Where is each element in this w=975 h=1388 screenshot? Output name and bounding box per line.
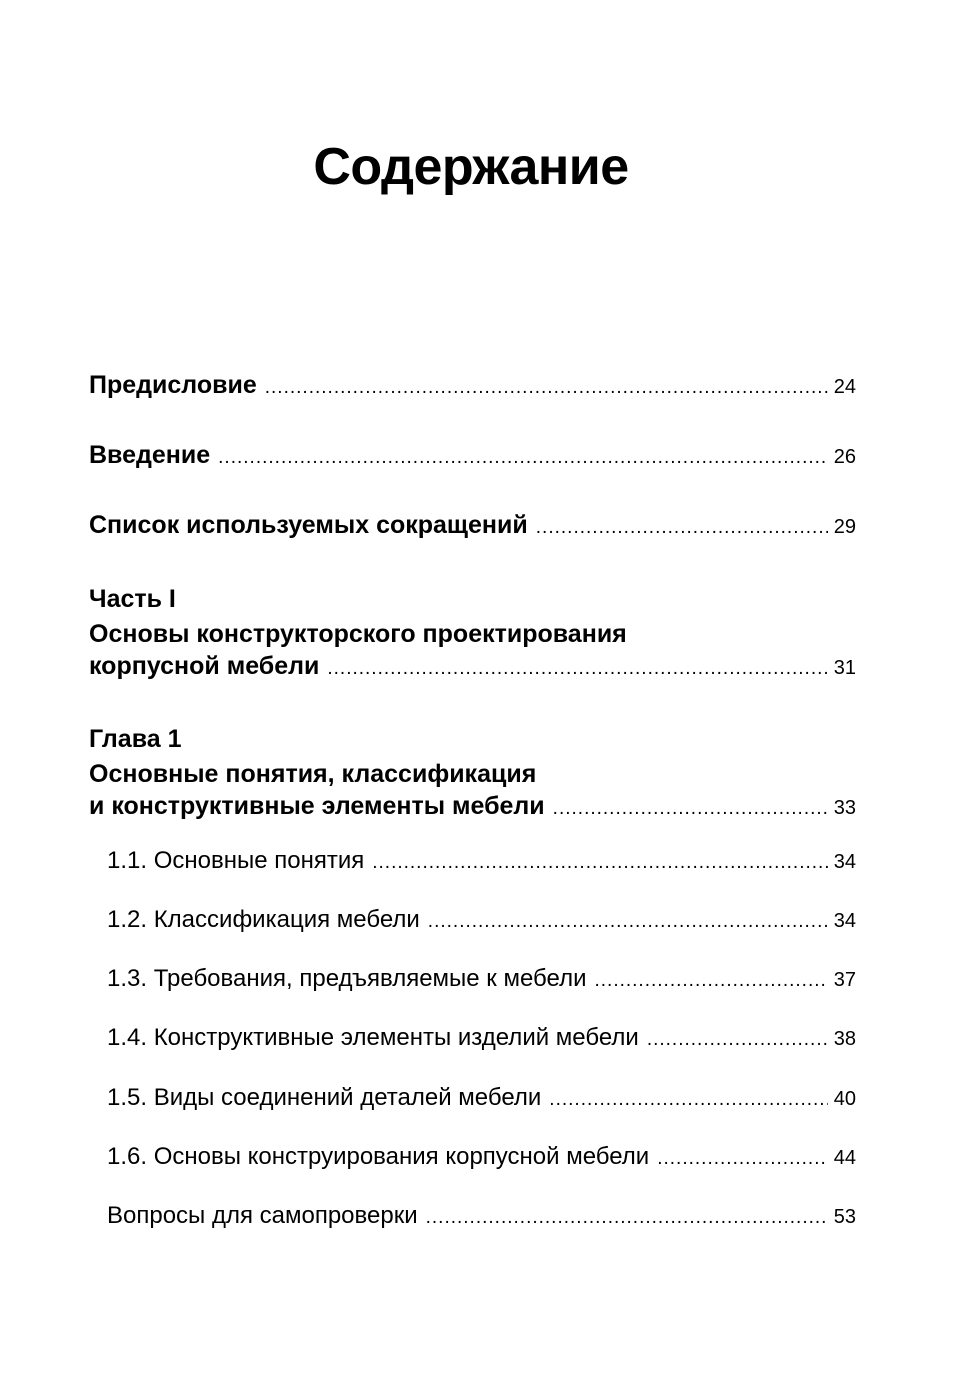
page-number: 33 bbox=[833, 797, 856, 819]
toc-row bbox=[89, 792, 856, 821]
dot-leader bbox=[657, 1142, 828, 1176]
toc-subentry-label: 1.1. Основные понятия bbox=[107, 847, 365, 874]
dot-leader bbox=[265, 377, 828, 399]
toc-row bbox=[89, 652, 856, 681]
toc-entry-label: Список используемых сокращений bbox=[89, 511, 528, 539]
toc-entry-introduction[interactable] bbox=[89, 441, 856, 470]
dot-leader bbox=[372, 846, 828, 880]
toc-subentry-label: 1.6. Основы конструирования корпусной мебели bbox=[107, 1143, 650, 1170]
chapter-title-line: Основные понятия, классификация bbox=[89, 760, 537, 788]
dot-leader bbox=[428, 905, 828, 939]
toc-subentry-label: Вопросы для самопроверки bbox=[107, 1202, 418, 1229]
toc-row bbox=[89, 511, 856, 540]
toc-subentry-label: 1.4. Конструктивные элементы изделий мебели bbox=[107, 1024, 639, 1051]
page-number: 53 bbox=[833, 1206, 856, 1228]
page-number: 38 bbox=[833, 1028, 856, 1050]
toc-row bbox=[107, 903, 856, 939]
toc-row bbox=[89, 371, 856, 400]
toc-row bbox=[107, 1021, 856, 1057]
toc-entry-label: и конструктивные элементы мебели bbox=[89, 792, 545, 820]
toc-row bbox=[107, 1199, 856, 1235]
dot-leader bbox=[218, 447, 828, 469]
toc-subentry-label: 1.5. Виды соединений деталей мебели bbox=[107, 1084, 542, 1111]
toc-row bbox=[107, 1081, 856, 1117]
dot-leader bbox=[536, 517, 828, 539]
page-number: 37 bbox=[833, 969, 856, 991]
page-number: 24 bbox=[833, 376, 856, 398]
toc-entry-chapter-1[interactable] bbox=[89, 722, 856, 821]
toc-subentry-self-check[interactable] bbox=[107, 1199, 856, 1235]
toc-subentry-1-6[interactable] bbox=[107, 1140, 856, 1176]
dot-leader bbox=[327, 658, 827, 680]
toc-entry-label: корпусной мебели bbox=[89, 652, 320, 680]
page-number: 31 bbox=[833, 657, 856, 679]
page-number: 34 bbox=[833, 910, 856, 932]
toc-row bbox=[89, 441, 856, 470]
page-number: 44 bbox=[833, 1147, 856, 1169]
dot-leader bbox=[553, 798, 828, 820]
toc-entry-abbreviations[interactable] bbox=[89, 511, 856, 540]
toc-entry-label: Предисловие bbox=[89, 371, 257, 399]
toc-entry-part-1[interactable] bbox=[89, 582, 856, 681]
chapter-heading: Глава 1 bbox=[89, 725, 182, 753]
toc-subentry-1-5[interactable] bbox=[107, 1081, 856, 1117]
toc-entry-preface[interactable] bbox=[89, 371, 856, 400]
page-number: 34 bbox=[833, 851, 856, 873]
toc-subentry-label: 1.2. Классификация мебели bbox=[107, 906, 420, 933]
part-title-line: Основы конструкторского проектирования bbox=[89, 620, 627, 648]
toc-row bbox=[107, 962, 856, 998]
toc-entry-label: Введение bbox=[89, 441, 211, 469]
toc-subentry-1-4[interactable] bbox=[107, 1021, 856, 1057]
dot-leader bbox=[647, 1023, 828, 1057]
toc-subentry-1-3[interactable] bbox=[107, 962, 856, 998]
part-heading: Часть I bbox=[89, 585, 176, 613]
dot-leader bbox=[594, 964, 827, 998]
page-number: 26 bbox=[833, 446, 856, 468]
toc-subentry-1-1[interactable] bbox=[107, 844, 856, 880]
toc-row bbox=[107, 1140, 856, 1176]
toc-row bbox=[107, 844, 856, 880]
page-number: 40 bbox=[833, 1088, 856, 1110]
dot-leader bbox=[549, 1083, 827, 1117]
page-number: 29 bbox=[833, 516, 856, 538]
toc-subentry-1-2[interactable] bbox=[107, 903, 856, 939]
toc-subentry-label: 1.3. Требования, предъявляемые к мебели bbox=[107, 965, 587, 992]
dot-leader bbox=[426, 1201, 828, 1235]
page-title: Содержание bbox=[313, 138, 629, 196]
